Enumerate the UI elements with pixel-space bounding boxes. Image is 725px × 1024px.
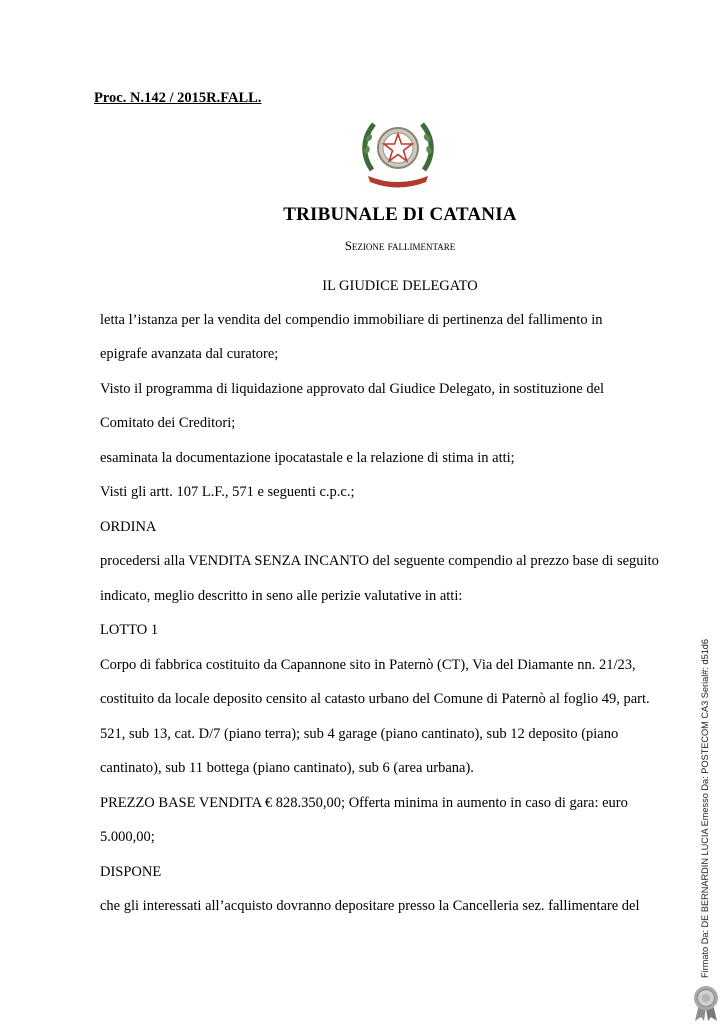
body-line: procedersi alla VENDITA SENZA INCANTO del seguente compendio al prezzo base di seguito [100,553,659,569]
section-heading-ordina: ORDINA [100,519,157,535]
court-section-label: Sezione fallimentare [344,238,456,253]
body-line: Comitato dei Creditori; [100,415,236,431]
body-line: cantinato), sub 11 bottega (piano cantinato), sub 6 (area urbana). [100,760,474,776]
italian-emblem-icon [358,110,438,190]
body-line: esaminata la documentazione ipocatastale e la relazione di stima in atti; [100,450,515,466]
digital-signature-text: Firmato Da: DE BERNARDIN LUCIA Emesso Da: POSTECOM CA3 Serial#: d51d6 [700,638,710,978]
body-line: indicato, meglio descritto in seno alle perizie valutative in atti: [100,588,463,604]
body-line: 521, sub 13, cat. D/7 (piano terra); sub 4 garage (piano cantinato), sub 12 deposito (piano [100,726,619,742]
lot-heading: LOTTO 1 [100,622,159,638]
section-heading-dispone: DISPONE [100,864,162,880]
body-line: Corpo di fabbrica costituito da Capannone sito in Paternò (CT), Via del Diamante nn. 21/23, [100,657,636,673]
base-price-line: PREZZO BASE VENDITA € 828.350,00; Offerta minima in aumento in caso di gara: euro [100,795,628,811]
procedure-number: Proc. N.142 / 2015R.FALL. [94,90,262,106]
court-title: TRIBUNALE DI CATANIA [283,204,517,225]
body-line: Visto il programma di liquidazione approvato dal Giudice Delegato, in sostituzione del [100,381,605,397]
court-section [0,238,725,254]
body-line: 5.000,00; [100,829,155,845]
body-line: epigrafe avanzata dal curatore; [100,346,279,362]
digital-signature-strip [696,638,720,980]
body-line: che gli interessati all’acquisto dovranno depositare presso la Cancelleria sez. fallimentare del [100,898,640,914]
body-line: costituito da locale deposito censito al catasto urbano del Comune di Paternò al foglio 49, part. [100,691,650,707]
body-line: Visti gli artt. 107 L.F., 571 e seguenti c.p.c.; [100,484,355,500]
judge-heading: IL GIUDICE DELEGATO [322,278,478,294]
body-line: letta l’istanza per la vendita del compendio immobiliare di pertinenza del fallimento in [100,312,603,328]
rosette-seal-icon [690,984,722,1022]
